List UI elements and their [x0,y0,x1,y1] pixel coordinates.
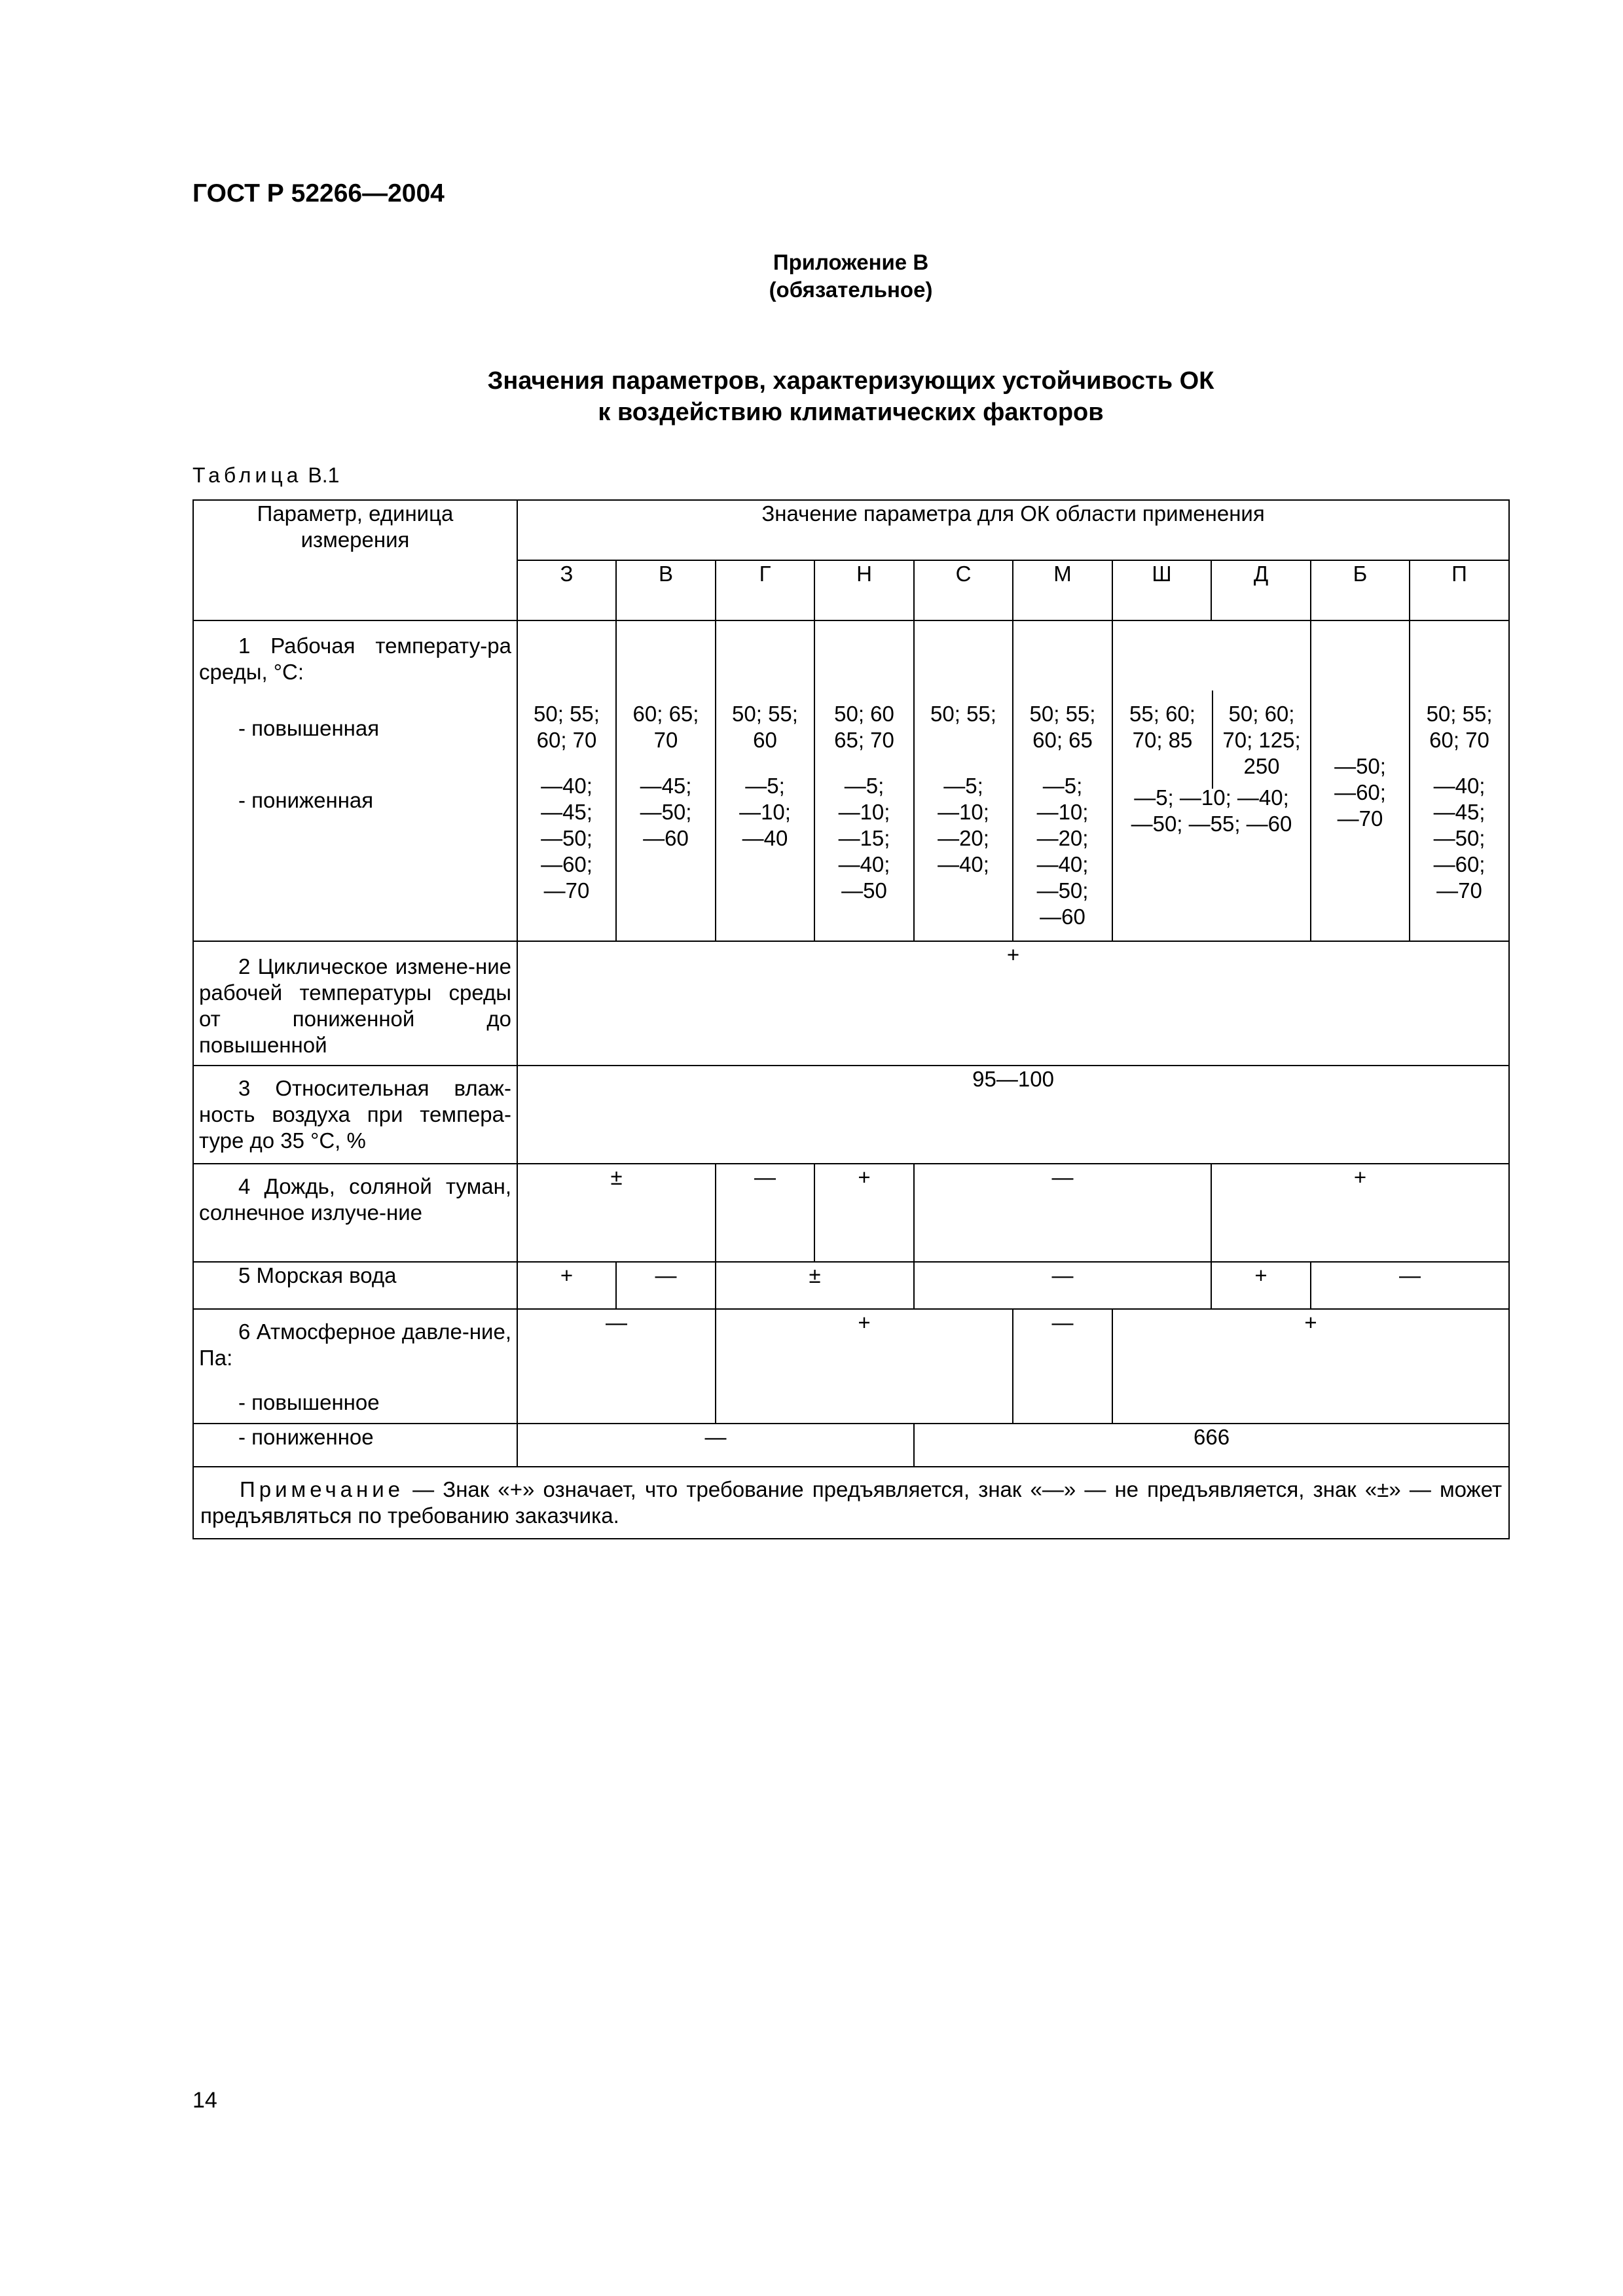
value-header: Значение параметра для ОК области применения [517,500,1509,560]
row5-value: + [517,1262,616,1309]
row4-value: ± [517,1164,716,1262]
param-header: Параметр, единица измерения [257,501,454,552]
row5-value: — [914,1262,1211,1309]
table-row [193,1424,1509,1467]
row6-param-low: - пониженное [193,1424,517,1467]
climatic-parameters-table [192,499,1510,1539]
row3-value: 95—100 [517,1066,1509,1164]
document-title-line2: к воздействию климатических факторов [598,399,1104,426]
row1-cell: 50; 55; 60; 70 —40; —45; —50; —60; —70 [517,620,616,941]
column-header: М [1013,560,1112,620]
note-label: Примечание [240,1477,405,1501]
page-number: 14 [192,2088,217,2113]
row1-sub-high: - повышенная [238,716,380,740]
column-header: С [914,560,1013,620]
row2-param: 2 Циклическое измене-ние рабочей температуры среды от пониженной до повышенной [193,941,517,1066]
document-title-line1: Значения параметров, характеризующих устойчивость ОК [487,367,1214,395]
column-header: Б [1311,560,1410,620]
table-row [193,1262,1509,1309]
row1-cell-merged: 55; 60; 70; 85 50; 60; 70; 125; 250 —5; —10; —40; —50; —55; —60 [1112,620,1311,941]
column-header: В [616,560,716,620]
row1-cell: —50; —60; —70 [1311,620,1410,941]
row4-value: + [1211,1164,1509,1262]
table-row [193,1309,1509,1424]
table-row [193,620,1509,941]
row6-high: — [517,1309,716,1424]
row5-param: 5 Морская вода [193,1262,517,1309]
row6-high: + [716,1309,1013,1424]
row3-param: 3 Относительная влаж-ность воздуха при темпера-туре до 35 °С, % [193,1066,517,1164]
table-label-number: В.1 [308,463,340,487]
row1-cell: 50; 55; 60 —5; —10; —40 [716,620,814,941]
note-text: — Знак «+» означает, что требование предъявляется, знак «—» — не предъявляется, знак «±» — может предъявляться по требованию заказчика. [200,1477,1503,1528]
row5-value: — [616,1262,716,1309]
row6-high: — [1013,1309,1112,1424]
row1-cell: 50; 55; 60; 70 —40; —45; —50; —60; —70 [1410,620,1509,941]
row6-param: 6 Атмосферное давле-ние, Па: - повышенное [193,1309,517,1424]
standard-designation: ГОСТ Р 52266—2004 [192,179,445,207]
row5-value: — [1311,1262,1509,1309]
annex-status: (обязательное) [769,278,933,302]
row1-cell: 50; 55; 60; 65 —5; —10; —20; —40; —50; —60 [1013,620,1112,941]
row4-value: — [914,1164,1211,1262]
column-header: Н [814,560,914,620]
column-header: П [1410,560,1509,620]
row6-high: + [1112,1309,1509,1424]
row1-sub-low: - пониженная [238,788,374,812]
row4-value: + [814,1164,914,1262]
row6-sub-high: - повышенное [238,1390,380,1414]
row1-high-split: 55; 60; 70; 85 50; 60; 70; 125; 250 [1113,691,1310,789]
table-row [193,941,1509,1066]
row6-low: 666 [914,1424,1509,1467]
param-header-cell [193,500,517,620]
row1-title: 1 Рабочая температу-ра среды, °С: [199,634,511,684]
row6-low: — [517,1424,914,1467]
row4-param: 4 Дождь, соляной туман, солнечное излуче-ние [193,1164,517,1262]
table-row [193,1066,1509,1164]
column-header: З [517,560,616,620]
row1-param [193,620,517,941]
annex-title: Приложение В [773,250,929,274]
row5-value: ± [716,1262,914,1309]
table-note [193,1467,1509,1539]
row1-cell: 50; 60 65; 70 —5; —10; —15; —40; —50 [814,620,914,941]
row5-value: + [1211,1262,1311,1309]
column-header: Д [1211,560,1311,620]
table-note-row [193,1467,1509,1539]
row2-value: + [517,941,1509,1066]
column-header: Ш [1112,560,1211,620]
row1-cell: 60; 65; 70 —45; —50; —60 [616,620,716,941]
row4-value: — [716,1164,814,1262]
row1-cell: 50; 55; —5; —10; —20; —40; [914,620,1013,941]
column-header: Г [716,560,814,620]
table-label [192,463,339,488]
table-row [193,1164,1509,1262]
table-label-word: Таблица [192,463,302,487]
